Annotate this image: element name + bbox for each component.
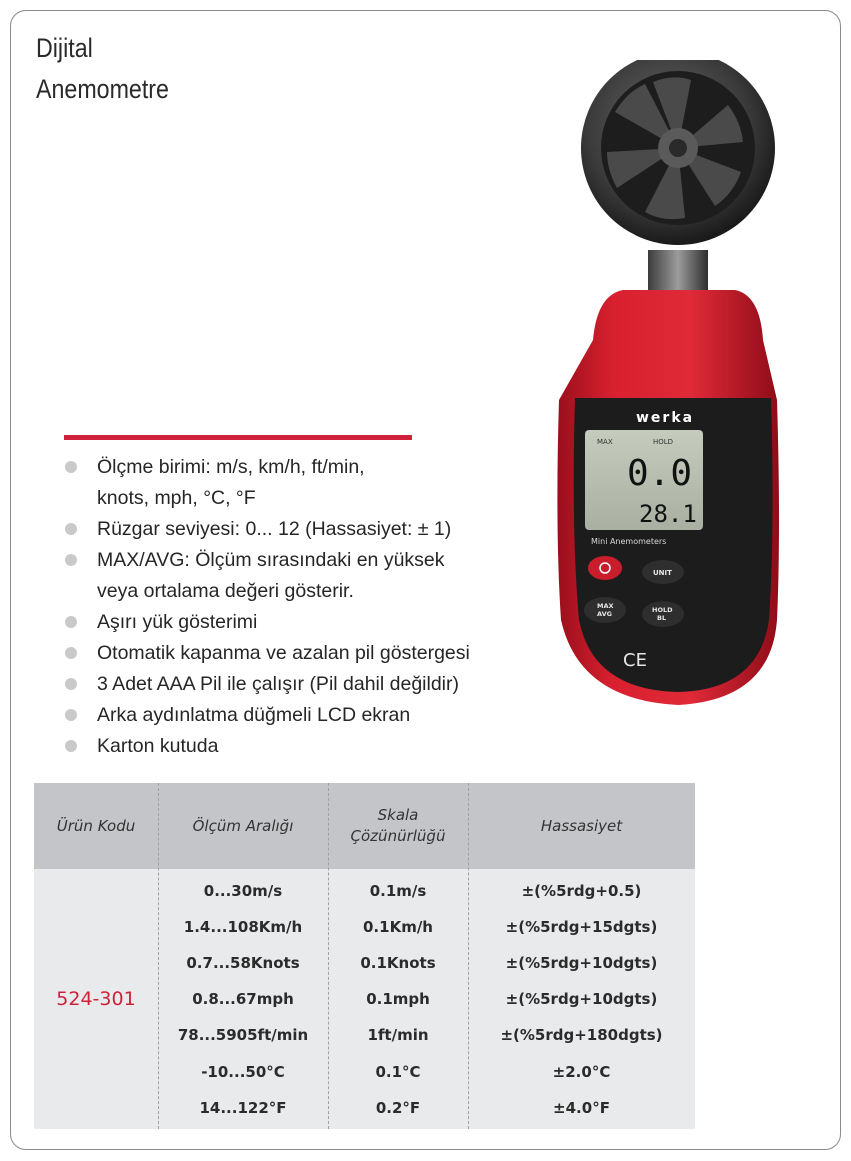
svg-text:HOLD: HOLD	[652, 606, 673, 614]
table-row	[158, 945, 695, 981]
range-cell: 0.8...67mph	[192, 990, 294, 1008]
accuracy-cell: ±(%5rdg+10dgts)	[505, 954, 658, 972]
accuracy-cell: ±(%5rdg+10dgts)	[505, 990, 658, 1008]
range-cell: -10...50°C	[201, 1063, 285, 1081]
svg-text:MAX: MAX	[597, 438, 613, 446]
spec-table	[34, 783, 695, 1129]
title-line-1: Dijital	[36, 33, 93, 63]
range-cell: 14...122°F	[199, 1099, 287, 1117]
bullet-icon	[65, 616, 77, 628]
table-row	[158, 873, 695, 909]
feature-item: Aşırı yük gösterimi	[64, 607, 544, 638]
table-row	[158, 1054, 695, 1090]
accuracy-cell: ±(%5rdg+180dgts)	[500, 1026, 663, 1044]
table-row	[158, 909, 695, 945]
resolution-cell: 1ft/min	[367, 1026, 429, 1044]
svg-text:BL: BL	[657, 614, 667, 622]
feature-item: Arka aydınlatma düğmeli LCD ekran	[64, 700, 544, 731]
resolution-cell: 0.1mph	[366, 990, 430, 1008]
header-product-code: Ürün Kodu	[56, 816, 136, 835]
bullet-icon	[65, 678, 77, 690]
feature-item: Ölçme birimi: m/s, km/h, ft/min, knots, mph, °C, °F	[64, 452, 544, 514]
bullet-icon	[65, 647, 77, 659]
resolution-cell: 0.1Km/h	[363, 918, 433, 936]
accuracy-cell: ±(%5rdg+0.5)	[521, 882, 642, 900]
bullet-icon	[65, 554, 77, 566]
svg-text:28.1: 28.1	[639, 500, 697, 528]
bullet-icon	[65, 461, 77, 473]
page-title	[36, 28, 169, 110]
svg-text:AVG: AVG	[597, 610, 612, 618]
svg-text:UNIT: UNIT	[653, 569, 672, 577]
bullet-icon	[65, 523, 77, 535]
table-row	[158, 1017, 695, 1053]
feature-list	[64, 452, 544, 762]
table-row	[158, 981, 695, 1017]
resolution-cell: 0.2°F	[375, 1099, 421, 1117]
range-cell: 78...5905ft/min	[177, 1026, 309, 1044]
resolution-cell: 0.1m/s	[369, 882, 427, 900]
feature-item: MAX/AVG: Ölçüm sırasındaki en yüksek veya ortalama değeri gösterir.	[64, 545, 544, 607]
svg-text:HOLD: HOLD	[653, 438, 674, 446]
feature-item: Otomatik kapanma ve azalan pil göstergesi	[64, 638, 544, 669]
range-cell: 1.4...108Km/h	[183, 918, 303, 936]
header-range: Ölçüm Aralığı	[192, 816, 294, 835]
anemometer-image	[545, 60, 795, 720]
accuracy-cell: ±2.0°C	[552, 1063, 611, 1081]
neck	[648, 250, 708, 290]
ce-mark: CE	[623, 650, 647, 671]
feature-item: Rüzgar seviyesi: 0... 12 (Hassasiyet: ± 1)	[64, 514, 544, 545]
title-line-2: Anemometre	[36, 74, 169, 104]
resolution-cell: 0.1Knots	[360, 954, 436, 972]
bullet-icon	[65, 740, 77, 752]
svg-text:MAX: MAX	[597, 602, 614, 610]
bullet-icon	[65, 709, 77, 721]
power-button	[588, 556, 622, 580]
svg-text:Mini Anemometers: Mini Anemometers	[591, 537, 667, 546]
product-code: 524-301	[56, 988, 136, 1010]
table-row	[158, 1090, 695, 1126]
header-resolution: Skala Çözünürlüğü	[350, 806, 446, 845]
feature-item: Karton kutuda	[64, 731, 544, 762]
resolution-cell: 0.1°C	[375, 1063, 421, 1081]
range-cell: 0...30m/s	[203, 882, 283, 900]
accuracy-cell: ±4.0°F	[553, 1099, 610, 1117]
svg-text:0.0: 0.0	[627, 453, 693, 494]
range-cell: 0.7...58Knots	[186, 954, 300, 972]
accent-divider	[64, 435, 412, 440]
feature-item: 3 Adet AAA Pil ile çalışır (Pil dahil değildir)	[64, 669, 544, 700]
header-accuracy: Hassasiyet	[540, 816, 623, 835]
brand-logo: werka	[636, 410, 695, 426]
accuracy-cell: ±(%5rdg+15dgts)	[505, 918, 658, 936]
